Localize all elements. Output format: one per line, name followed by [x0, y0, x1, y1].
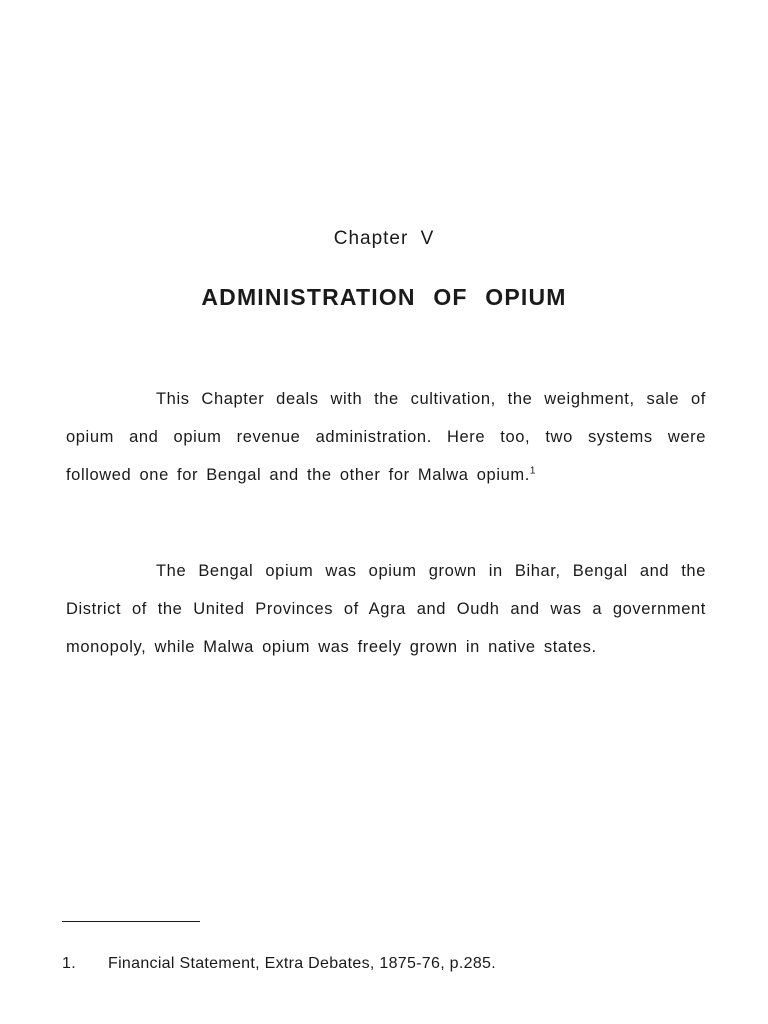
chapter-title: ADMINISTRATION OF OPIUM: [201, 284, 567, 310]
footnote-text: Financial Statement, Extra Debates, 1875-76, p.285.: [108, 955, 496, 972]
chapter-label: Chapter V: [333, 228, 435, 249]
paragraph-2: [66, 552, 706, 666]
paragraph-2-text: The Bengal opium was opium grown in Bihar, Bengal and the District of the United Provinces of Agra and Oudh and was a government monopoly, while Malwa opium was freely grown in native states.: [66, 562, 706, 656]
footnote-divider: [62, 921, 200, 922]
footnote-1: [62, 955, 496, 973]
paragraph-1-text: This Chapter deals with the cultivation, the weighment, sale of opium and opium revenue administration. Here too, two systems were followed one for Bengal and the other for Malwa opium.: [66, 390, 706, 484]
footnote-number: 1.: [62, 955, 76, 972]
paragraph-1: [66, 380, 706, 494]
footnote-reference: 1: [529, 465, 537, 477]
